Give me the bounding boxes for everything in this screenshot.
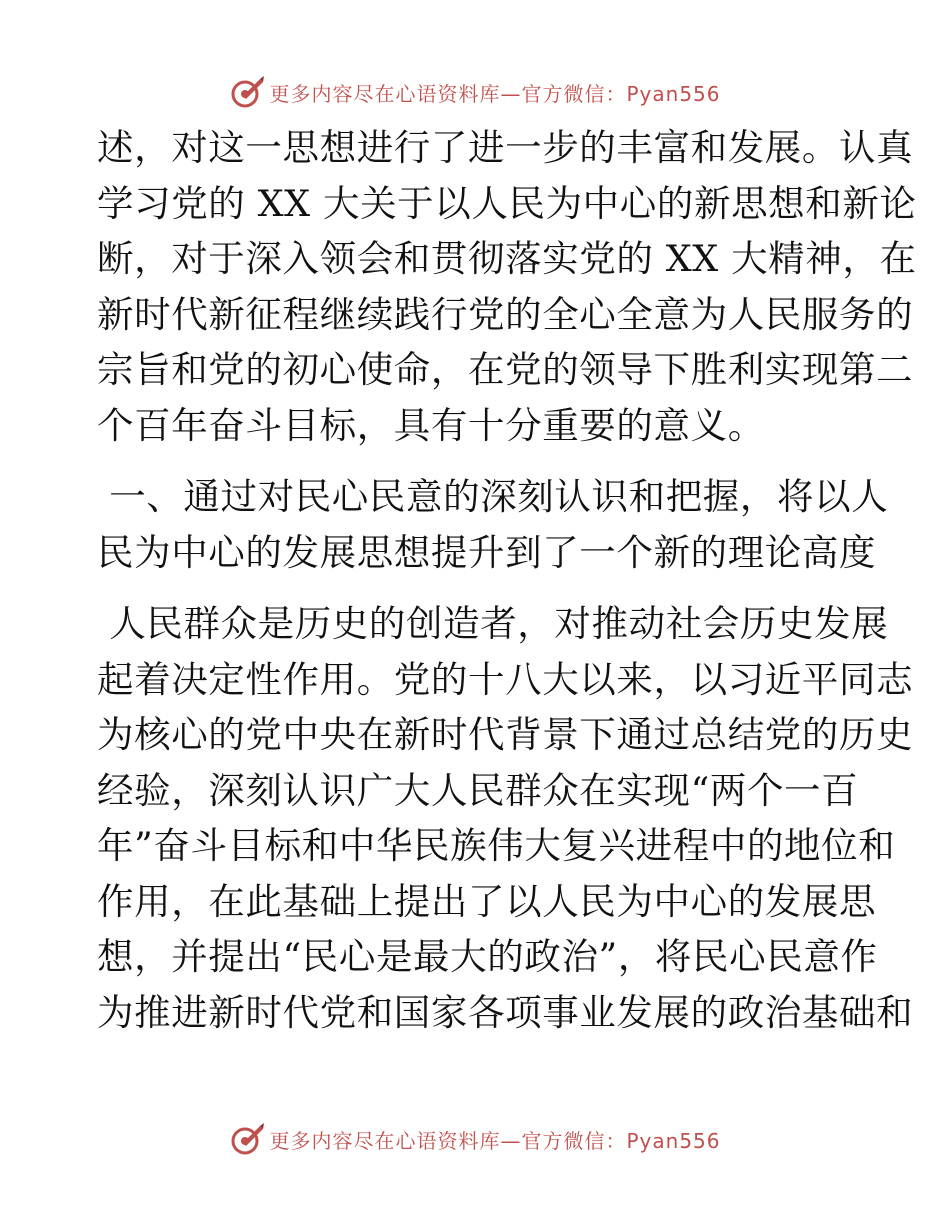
text-line: 作用，在此基础上提出了以人民为中心的发展思 <box>97 879 877 923</box>
text-line: 起着决定性作用。党的十八大以来，以习近平同志 <box>97 657 914 701</box>
watermark-wechat-id: Pyan556 <box>626 1128 721 1153</box>
watermark-wechat-label: 官方微信： <box>521 1128 627 1153</box>
text-line: 学习党的 XX 大关于以人民为中心的新思想和新论 <box>97 181 917 225</box>
watermark-text <box>269 78 720 107</box>
header-watermark <box>0 72 950 112</box>
text-line: 个百年奋斗目标，具有十分重要的意义。 <box>97 403 765 447</box>
text-line: 宗旨和党的初心使命，在党的领导下胜利实现第二 <box>97 348 914 391</box>
watermark-wechat-label: 官方微信： <box>521 81 627 106</box>
text-line: 断，对于深入领会和贯彻落实党的 XX 大精神，在 <box>97 237 917 280</box>
text-line: 经验，深刻认识广大人民群众在实现“两个一百 <box>97 768 859 812</box>
quill-logo-icon <box>229 74 265 110</box>
text-line: 为推进新时代党和国家各项事业发展的政治基础和 <box>97 990 914 1034</box>
quill-logo-icon <box>229 1121 265 1157</box>
watermark-brand: 更多内容尽在心语资料库 <box>269 81 501 106</box>
watermark-separator: — <box>500 81 522 106</box>
text-line: 想，并提出“民心是最大的政治”，将民心民意作 <box>97 935 878 978</box>
text-line: 为核心的党中央在新时代背景下通过总结党的历史 <box>97 713 914 756</box>
footer-watermark <box>0 1119 950 1159</box>
watermark-separator: — <box>500 1128 522 1153</box>
intro-paragraph <box>97 120 917 453</box>
text-line: 人民群众是历史的创造者，对推动社会历史发展 <box>97 602 889 645</box>
heading-line: 一、通过对民心民意的深刻认识和把握，将以人 <box>97 475 889 518</box>
text-line: 新时代新征程继续践行党的全心全意为人民服务的 <box>97 292 914 336</box>
watermark-brand: 更多内容尽在心语资料库 <box>269 1128 501 1153</box>
heading-line: 民为中心的发展思想提升到了一个新的理论高度 <box>97 530 877 574</box>
text-line: 年”奋斗目标和中华民族伟大复兴进程中的地位和 <box>97 824 896 867</box>
watermark-wechat-id: Pyan556 <box>626 81 721 106</box>
section-heading <box>97 469 889 580</box>
text-line: 述，对这一思想进行了进一步的丰富和发展。认真 <box>97 126 914 169</box>
watermark-text <box>269 1125 720 1154</box>
body-paragraph <box>97 596 914 1040</box>
document-body <box>97 120 917 1040</box>
